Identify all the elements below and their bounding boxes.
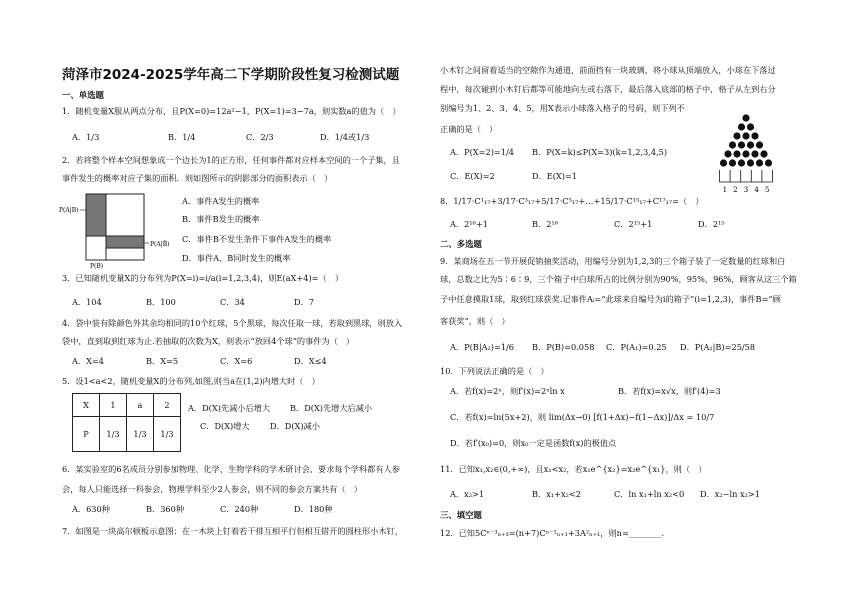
galton-peg [733, 132, 740, 139]
galton-peg [733, 150, 740, 157]
galton-slot-label: 5 [764, 186, 770, 194]
q5-cell: a [127, 394, 154, 417]
q1-option-c: C．2/3 [246, 132, 274, 142]
q5-option-d: D．D(X)减小 [270, 421, 320, 431]
q9-stem-line1: 9．某商场在五一节开展促销抽奖活动，用编号分别为1,2,3的三个箱子装了一定数量的红球和白 [440, 256, 786, 266]
galton-peg [729, 159, 736, 166]
q3-option-c: C．34 [220, 297, 245, 307]
q4-option-b: B．X=5 [146, 356, 179, 366]
q9-option-d: D．P(A₁|B)=25/58 [680, 342, 756, 352]
q8-option-a: A．2¹⁶+1 [450, 219, 488, 229]
galton-peg [756, 159, 763, 166]
q8-option-c: C．2¹⁵+1 [614, 219, 653, 229]
q6-option-d: D．180种 [294, 504, 333, 514]
section-single-choice: 一、单选题 [62, 90, 104, 100]
q8-option-b: B．2¹⁶ [532, 219, 558, 229]
galton-peg [756, 141, 763, 148]
q2-probability-square-figure [60, 190, 180, 268]
q10-option-a: A．若f(x)=2ˣ，则f′(x)=2ˣln x [450, 386, 565, 396]
q6-option-b: B．360种 [146, 504, 185, 514]
galton-peg [765, 159, 772, 166]
q1-stem: 1．随机变量X服从两点分布，且P(X=0)=12a²−1，P(X=1)=3−7a，则实数a的值为（ ） [62, 106, 401, 116]
q9-option-a: A．P(B|A₂)=1/6 [450, 342, 515, 352]
q2-option-c: C．事件B不发生条件下事件A发生的概率 [182, 234, 332, 244]
section-multi-choice: 二、多选题 [440, 239, 482, 249]
q8-option-d: D．2¹⁵ [698, 219, 725, 229]
q9-stem-line3: 子中任意摸取1球，取到红球获奖.记事件Aᵢ=“此球来自编号为i的箱子”(i=1,2,3)，事件B=“顾 [440, 294, 781, 304]
q2-stem-line1: 2．若将整个样本空间想象成一个边长为1的正方形，任何事件都对应样本空间的一个子集，且 [62, 155, 400, 165]
galton-slot-label: 2 [733, 186, 738, 194]
q3-option-a: A．104 [72, 297, 102, 307]
q2-option-b: B．事件B发生的概率 [182, 214, 260, 224]
q7-stem-line3: 程中，每次碰到小木钉后都等可能地向左或右落下，最后落入底部的格子中，格子从左到右分 [440, 84, 776, 94]
q11-option-d: D．x₂−ln x₂>1 [700, 489, 760, 499]
q5-option-c: C．D(X)增大 [200, 421, 250, 431]
galton-peg [742, 150, 749, 157]
q9-option-b: B．P(B)=0.058 [532, 342, 595, 352]
q10-option-b: B．若f(x)=x√x，则f′(4)=3 [618, 386, 721, 396]
q5-stem: 5．设1<a<2，随机变量X的分布列,如图,则当a在(1,2)内增大时（ ） [62, 376, 320, 386]
q11-stem: 11．已知x₁,x₂∈(0,+∞)，且x₁<x₂，若x₁e^{x₂}=x₂e^{x₁}，则（ ） [440, 464, 707, 474]
q3-stem: 3．已知随机变量X的分布列为P(X=i)=i/a(i=1,2,3,4)，则E(aX+4)=（ ） [62, 273, 344, 283]
q6-stem-line2: 会，每人只能选择一科参会，物理学科至少2人参会，则不同的参会方案共有（ ） [62, 484, 362, 494]
q5-cell: 2 [154, 394, 181, 417]
q2-label-p-b: P(B) [90, 263, 104, 270]
q7-stem-line5: 正确的是（ ） [440, 124, 498, 134]
q4-stem-line1: 4．袋中装有除颜色外其余均相同的10个红球，5个黑球，每次任取一球，若取到黑球，则放入 [62, 318, 403, 328]
q7-option-d: D．E(X)=1 [532, 171, 578, 181]
galton-peg [724, 150, 731, 157]
galton-peg [738, 141, 745, 148]
q7-stem-line2: 小木钉之间留着适当的空隙作为通道，前面挡有一块玻璃，将小球从顶端放入，小球在下落过 [440, 65, 776, 75]
q1-option-b: B．1/4 [168, 132, 196, 142]
galton-peg [747, 123, 754, 130]
q11-option-b: B．x₁+x₂<2 [532, 489, 581, 499]
q4-option-a: A．X=4 [72, 356, 104, 366]
q10-stem: 10．下列说法正确的是（ ） [440, 366, 549, 376]
q5-cell: 1/3 [100, 417, 127, 452]
galton-peg [747, 159, 754, 166]
q4-option-c: C．X=6 [220, 356, 253, 366]
q2-option-d: D．事件A、B同时发生的概率 [182, 253, 291, 263]
q9-stem-line4: 客获奖”，则（ ） [440, 316, 510, 326]
q5-cell: 1 [100, 394, 127, 417]
q3-option-d: D．7 [294, 297, 314, 307]
q5-cell: X [73, 394, 100, 417]
q5-cell: P [73, 417, 100, 452]
section-fill-in: 三、填空题 [440, 510, 482, 520]
q7-galton-board-figure [712, 112, 780, 200]
q6-option-a: A．630种 [72, 504, 110, 514]
q7-stem-line1: 7．如图是一块高尔顿板示意图：在一木块上钉着若干排互相平行但相互错开的圆柱形小木钉， [62, 526, 403, 536]
q1-option-d: D．1/4或1/3 [320, 132, 370, 142]
q7-option-b: B．P(X=k)≤P(X=3)(k=1,2,3,4,5) [532, 147, 668, 157]
q6-option-c: C．240种 [220, 504, 259, 514]
galton-peg [751, 150, 758, 157]
galton-peg [760, 150, 767, 157]
q2-label-p-a-given-b: P(A|B) [59, 207, 79, 214]
q10-option-c: C．若f(x)=ln(5x+2)，则 lim(Δx→0) [f(1+Δx)−f(1−Δx)]/Δx = 10/7 [450, 412, 715, 422]
q1-option-a: A．1/3 [72, 132, 100, 142]
galton-slot-label: 3 [743, 186, 749, 194]
galton-peg [720, 159, 727, 166]
q3-option-b: B．100 [146, 297, 176, 307]
galton-peg [747, 141, 754, 148]
galton-slot-label: 4 [754, 186, 759, 194]
q10-option-d: D．若f′(x₀)=0，则x₀一定是函数f(x)的极值点 [450, 438, 617, 448]
q2-stem-line2: 事件发生的概率对应子集的面积．则如图所示的阴影部分的面积表示（ ） [62, 173, 333, 183]
q5-cell: 1/3 [154, 417, 181, 452]
q5-distribution-table [72, 393, 181, 452]
galton-peg [751, 132, 758, 139]
q7-option-c: C．E(X)=2 [450, 171, 495, 181]
q5-option-b: B．D(X)先增大后减小 [290, 403, 373, 413]
q4-option-d: D．X≤4 [294, 356, 327, 366]
q4-stem-line2: 袋中，直到取到红球为止.若抽取的次数为X，则表示“放回4个球”的事件为（ ） [62, 336, 355, 346]
q9-option-c: C．P(A₁)=0.25 [606, 342, 667, 352]
galton-peg [742, 114, 749, 121]
q12-stem: 12．已知5Cⁿ⁻³ₙ₊₃=(n+7)Cⁿ⁻¹ₙ₊₁+3A²ₙ₊₁，则n=________. [440, 528, 665, 538]
q5-option-a: A．D(X)先减小后增大 [188, 403, 271, 413]
q7-stem-line4: 别编号为1、2、3、4、5，用X表示小球落入格子的号码，则下列不 [440, 103, 685, 113]
q2-label-p-a-given-not-b: P(A|B̄) [150, 241, 170, 248]
q7-option-a: A．P(X=2)=1/4 [450, 147, 514, 157]
galton-slot-label: 1 [722, 186, 728, 194]
q11-option-a: A．x₂>1 [450, 489, 485, 499]
q8-stem: 8．1/17·C¹₁₇+3/17·C³₁₇+5/17·C⁵₁₇+…+15/17·C¹⁵₁₇+C¹⁷₁₇=（ ） [440, 196, 704, 206]
q5-cell: 1/3 [127, 417, 154, 452]
galton-peg [738, 123, 745, 130]
q11-option-c: C．ln x₁+ln x₂<0 [614, 489, 685, 499]
galton-peg [742, 132, 749, 139]
q9-stem-line2: 球，总数之比为5∶6∶9，三个箱子中白球所占的比例分别为90%，95%，96%，顾客从这三个箱 [440, 274, 797, 284]
q2-option-a: A．事件A发生的概率 [182, 196, 260, 206]
galton-peg [729, 141, 736, 148]
q6-stem-line1: 6．某实验室的6名成员分别参加物理、化学、生物学科的学术研讨会，要求每个学科都有人参 [62, 464, 400, 474]
galton-peg [738, 159, 745, 166]
page-title: 菏泽市2024-2025学年高二下学期阶段性复习检测试题 [62, 67, 400, 83]
